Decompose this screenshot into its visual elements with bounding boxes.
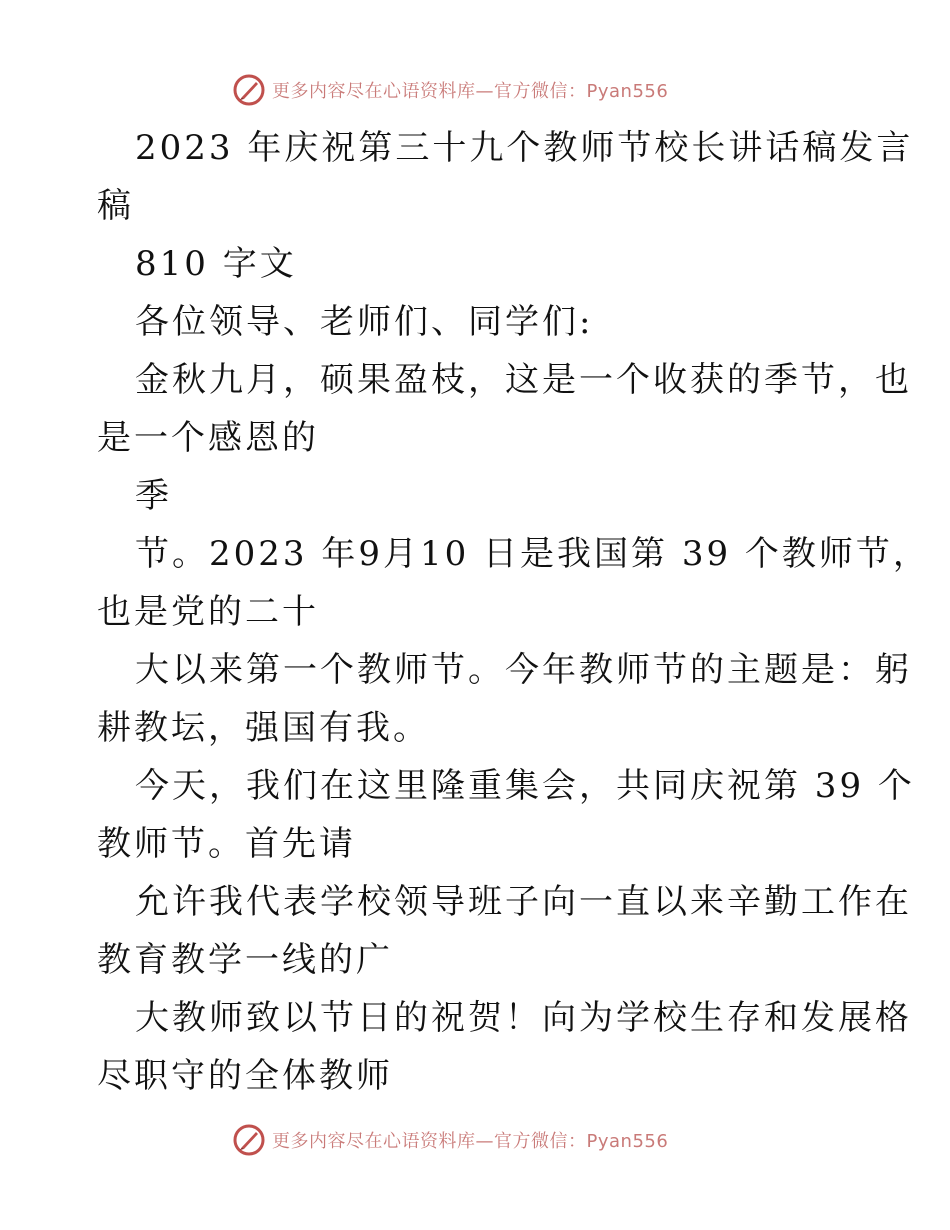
paragraph-line: 今天，我们在这里隆重集会，共同庆祝第 39 个 [135,766,915,806]
paragraph-line: 也是党的二十 [97,592,319,632]
paragraph-line: 耕教坛，强国有我。 [97,708,430,748]
paragraph-line: 大以来第一个教师节。今年教师节的主题是：躬 [135,650,912,690]
paragraph-line: 教育教学一线的广 [97,940,393,980]
paragraph-line: 尽职守的全体教师 [97,1056,393,1096]
paragraph-line: 节。2023 年9月10 日是我国第 39 个教师节， [135,534,930,574]
quill-pen-logo-icon [232,73,266,107]
title-line-2: 稿 [97,186,134,226]
paragraph-line: 大教师致以节日的祝贺！向为学校生存和发展格 [135,998,912,1038]
header-banner [232,70,732,110]
paragraph-line: 教师节。首先请 [97,824,356,864]
quill-pen-logo-icon [232,1123,266,1157]
greeting: 各位领导、老师们、同学们: [135,302,594,342]
header-banner-text: 更多内容尽在心语资料库—官方微信：Pyan556 [272,81,669,102]
paragraph-line: 允许我代表学校领导班子向一直以来辛勤工作在 [135,882,912,922]
footer-banner [232,1120,732,1160]
title-line-1: 2023 年庆祝第三十九个教师节校长讲话稿发言 [135,128,914,168]
footer-banner-text: 更多内容尽在心语资料库—官方微信：Pyan556 [272,1131,669,1152]
word-count: 810 字文 [135,244,297,284]
paragraph-line: 季 [135,476,172,516]
paragraph-line: 金秋九月，硕果盈枝，这是一个收获的季节，也 [135,360,912,400]
paragraph-line: 是一个感恩的 [97,418,319,458]
